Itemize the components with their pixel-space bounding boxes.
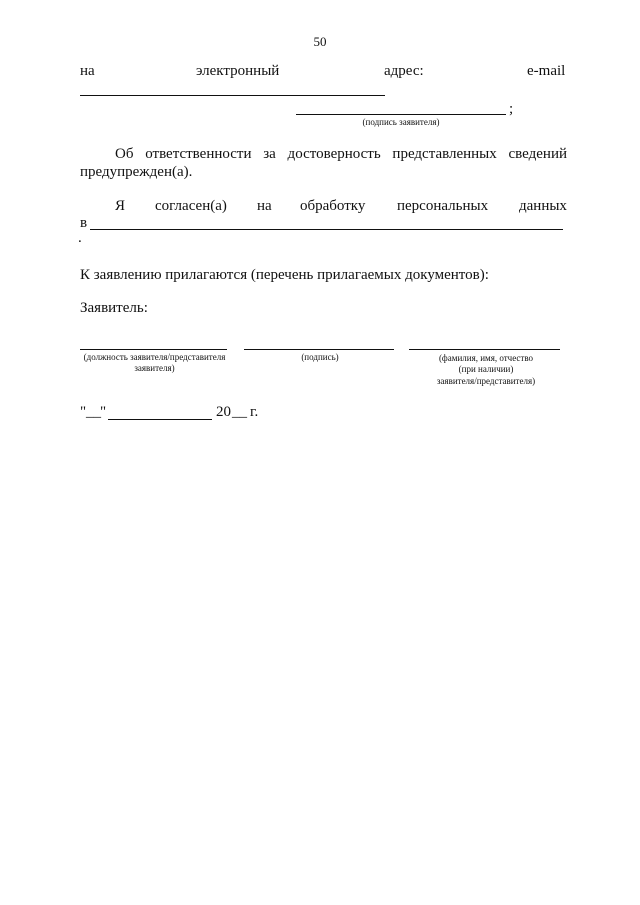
applicant-label: Заявитель: <box>80 300 148 316</box>
semicolon: ; <box>509 101 514 117</box>
date-day-blank: __ <box>86 404 101 420</box>
email-address-line <box>80 95 385 96</box>
date-open-quote: " <box>80 404 87 420</box>
signature-caption-2: (подпись) <box>301 352 339 362</box>
date-year-blank: __ <box>232 404 247 420</box>
name-line <box>409 349 560 350</box>
attachments-heading: К заявлению прилагаются (перечень прилагаемых документов): <box>80 267 489 283</box>
name-caption-3: заявителя/представителя) <box>436 376 536 386</box>
applicant-signature-line <box>296 114 506 115</box>
consent-prefix: в <box>80 215 88 231</box>
date-year-prefix: 20 <box>216 404 231 420</box>
name-caption-2: (при наличии) <box>458 364 514 374</box>
position-caption-1: (должность заявителя/представителя <box>83 352 226 362</box>
responsibility-line2: предупрежден(а). <box>80 164 193 180</box>
position-caption-2: заявителя) <box>134 363 175 373</box>
page-number: 50 <box>313 34 327 49</box>
responsibility-line1: Об ответственности за достоверность представленных сведений <box>115 146 567 162</box>
name-caption-1: (фамилия, имя, отчество <box>438 353 534 363</box>
consent-word-5: персональных <box>397 198 489 214</box>
date-month-line <box>108 419 212 420</box>
consent-word-2: согласен(а) <box>155 198 227 214</box>
email-word-address: адрес: <box>384 63 424 79</box>
date-year-suffix: г. <box>250 404 259 420</box>
email-word-email: e-mail <box>527 63 566 79</box>
consent-word-1: Я <box>115 198 126 214</box>
consent-word-3: на <box>257 198 272 214</box>
consent-word-4: обработку <box>300 198 366 214</box>
email-word-electronic: электронный <box>196 63 280 79</box>
signature-line <box>244 349 394 350</box>
email-word-na: на <box>80 63 95 79</box>
signature-caption: (подпись заявителя) <box>362 117 440 127</box>
consent-blank-line <box>90 229 563 230</box>
position-line <box>80 349 227 350</box>
consent-word-6: данных <box>519 198 567 214</box>
date-close-quote: " <box>100 404 107 420</box>
consent-period: . <box>78 230 82 246</box>
